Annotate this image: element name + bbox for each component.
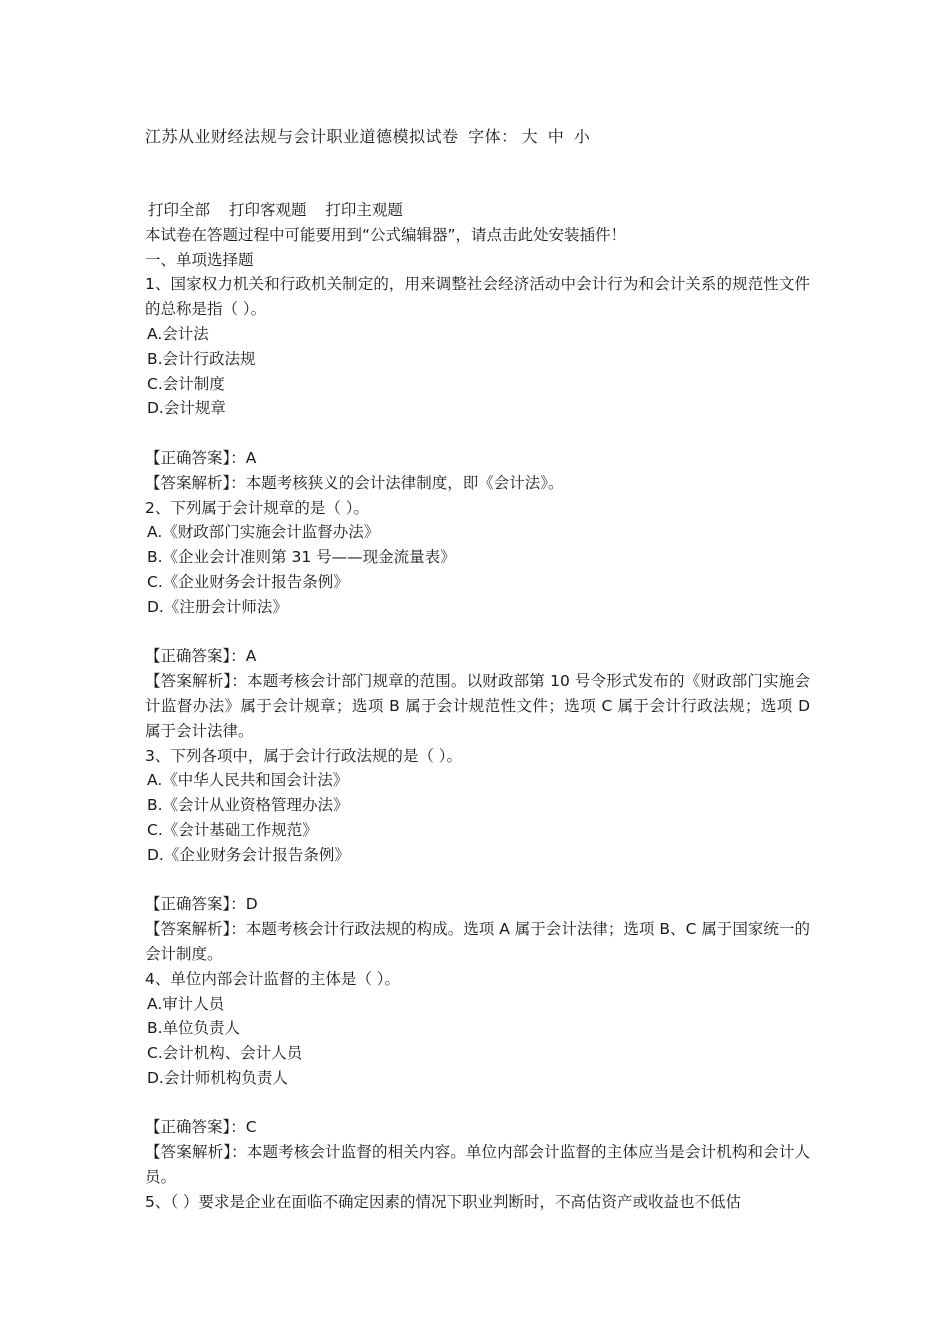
option-c[interactable]: C.《企业财务会计报告条例》 [147, 572, 349, 591]
question-4 [145, 967, 810, 1190]
correct-answer [145, 1115, 810, 1140]
question-stem: 1、国家权力机关和行政机关制定的，用来调整社会经济活动中会计行为和会计关系的规范性文件的总称是指（ ）。 [145, 275, 810, 319]
question-2 [145, 496, 810, 744]
question-stem: 5、（ ）要求是企业在面临不确定因素的情况下职业判断时，不高估资产或收益也不低估 [145, 1192, 742, 1211]
section-title: 一、单项选择题 [145, 250, 254, 269]
option-a[interactable]: A.会计法 [147, 324, 209, 343]
answer-analysis [145, 669, 810, 743]
exam-header [145, 124, 590, 147]
question-3 [145, 744, 810, 967]
answer-analysis [145, 471, 810, 496]
option-b[interactable]: B.《企业会计准则第 31 号——现金流量表》 [147, 548, 456, 567]
option-b[interactable]: B.会计行政法规 [147, 349, 256, 368]
answer-analysis [145, 1140, 810, 1190]
answer-value: A [245, 448, 257, 467]
print-objective-link[interactable]: 打印客观题 [228, 201, 307, 219]
answer-value: D [245, 895, 258, 914]
option-d[interactable]: D.会计师机构负责人 [147, 1068, 288, 1087]
plugin-notice[interactable]: 本试卷在答题过程中可能要用到“公式编辑器”，请点击此处安装插件！ [145, 225, 627, 244]
correct-answer [145, 446, 810, 471]
print-all-link[interactable]: 打印全部 [148, 201, 211, 219]
question-stem: 4、单位内部会计监督的主体是（ ）。 [145, 969, 401, 988]
question-5 [145, 1190, 810, 1215]
analysis-text: 本题考核会计部门规章的范围。以财政部第 10 号令形式发布的《财政部门实施会计监督办法》属于会计规章；选项 B 属于会计规范性文件；选项 C 属于会计行政法规；选项 D 属于会计法律。 [145, 672, 810, 740]
font-size-small-link[interactable]: 小 [573, 127, 591, 146]
print-toolbar [145, 198, 810, 223]
print-subjective-link[interactable]: 打印主观题 [325, 201, 403, 219]
option-a[interactable]: A.审计人员 [147, 994, 225, 1013]
option-d[interactable]: D.《注册会计师法》 [147, 597, 288, 616]
option-d[interactable]: D.会计规章 [147, 399, 226, 418]
exam-content [145, 198, 810, 1215]
question-stem: 2、下列属于会计规章的是（ ）。 [145, 498, 370, 517]
answer-label: 【正确答案】： [145, 448, 246, 467]
option-d[interactable]: D.《企业财务会计报告条例》 [147, 845, 350, 864]
analysis-text: 本题考核狭义的会计法律制度，即《会计法》。 [245, 473, 564, 492]
answer-label: 【正确答案】： [145, 1118, 246, 1137]
option-a[interactable]: A.《中华人民共和国会计法》 [147, 771, 349, 790]
option-c[interactable]: C.《会计基础工作规范》 [147, 820, 318, 839]
exam-title: 江苏从业财经法规与会计职业道德模拟试卷 [145, 127, 459, 146]
option-b[interactable]: B.《会计从业资格管理办法》 [147, 796, 349, 815]
analysis-text: 本题考核会计行政法规的构成。选项 A 属于会计法律；选项 B、C 属于国家统一的会计制度。 [145, 920, 810, 963]
font-size-large-link[interactable]: 大 [521, 127, 539, 146]
answer-value: A [245, 647, 257, 666]
option-b[interactable]: B.单位负责人 [147, 1019, 241, 1038]
option-c[interactable]: C.会计机构、会计人员 [147, 1044, 303, 1063]
question-stem: 3、下列各项中，属于会计行政法规的是（ ）。 [145, 746, 463, 765]
correct-answer [145, 892, 810, 917]
analysis-label: 【答案解析】： [145, 672, 248, 691]
analysis-text: 本题考核会计监督的相关内容。单位内部会计监督的主体应当是会计机构和会计人员。 [145, 1143, 810, 1187]
analysis-label: 【答案解析】： [145, 1143, 247, 1162]
answer-label: 【正确答案】： [145, 647, 246, 666]
font-size-label: 字体： [468, 127, 518, 146]
correct-answer [145, 644, 810, 669]
answer-value: C [245, 1118, 257, 1137]
option-c[interactable]: C.会计制度 [147, 374, 225, 393]
answer-analysis [145, 917, 810, 967]
font-size-medium-link[interactable]: 中 [547, 127, 565, 146]
answer-label: 【正确答案】： [145, 895, 246, 914]
question-1 [145, 272, 810, 495]
analysis-label: 【答案解析】： [145, 473, 246, 492]
analysis-label: 【答案解析】： [145, 920, 246, 939]
option-a[interactable]: A.《财政部门实施会计监督办法》 [147, 523, 380, 542]
